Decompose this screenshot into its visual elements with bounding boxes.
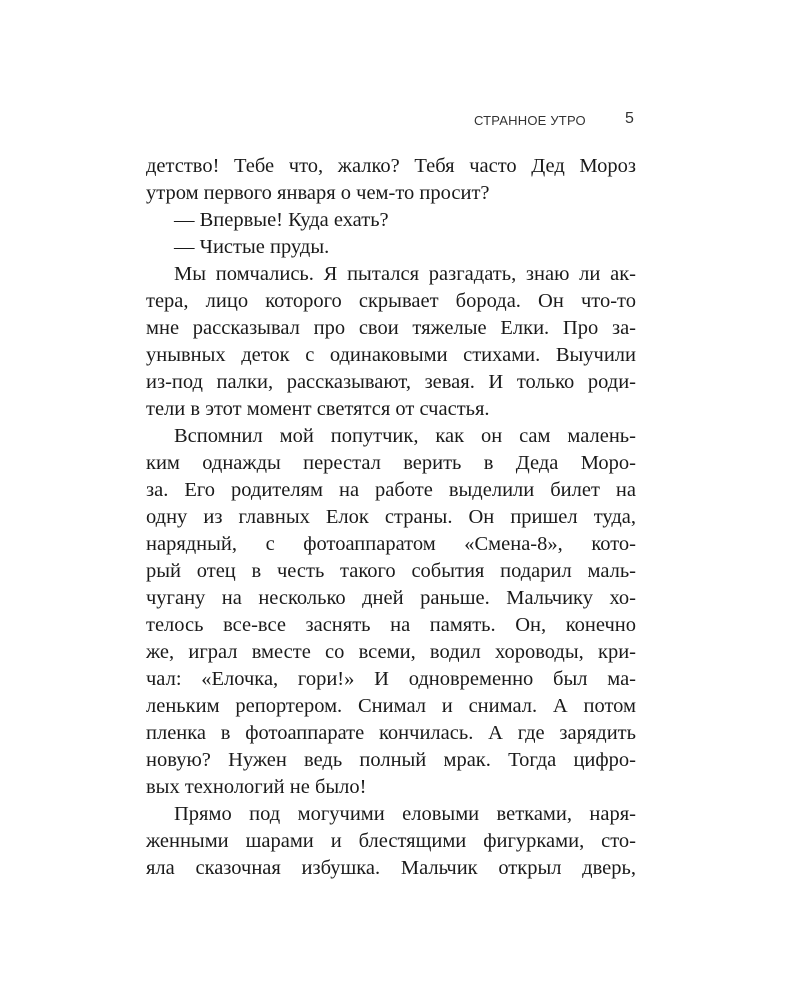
text-line: Вспомнил мой попутчик, как он сам малень- <box>174 425 636 447</box>
text-line: тели в этот момент светятся от счастья. <box>146 398 490 420</box>
text-line: из-под палки, рассказывают, зевая. И только роди- <box>146 371 636 393</box>
text-line: яла сказочная избушка. Мальчик открыл дверь, <box>146 857 636 879</box>
text-line: нарядный, с фотоаппаратом «Смена-8», кото- <box>146 533 636 555</box>
text-line: мне рассказывал про свои тяжелые Елки. Про за- <box>146 317 636 339</box>
text-line: Мы помчались. Я пытался разгадать, знаю ли ак- <box>174 263 636 285</box>
text-line: — Впервые! Куда ехать? <box>174 209 389 231</box>
text-line: одну из главных Елок страны. Он пришел туда, <box>146 506 636 528</box>
text-line: детство! Тебе что, жалко? Тебя часто Дед Мороз <box>146 155 636 177</box>
text-line: чугану на несколько дней раньше. Мальчику хо- <box>146 587 636 609</box>
text-line: рый отец в честь такого события подарил маль- <box>146 560 636 582</box>
text-line: же, играл вместе со всеми, водил хороводы, кри- <box>146 641 636 663</box>
text-line: новую? Нужен ведь полный мрак. Тогда цифро- <box>146 749 636 771</box>
text-line: вых технологий не было! <box>146 776 367 798</box>
text-line: Прямо под могучими еловыми ветками, наря- <box>174 803 636 825</box>
text-line: — Чистые пруды. <box>174 236 330 258</box>
text-line: утром первого января о чем-то просит? <box>146 182 490 204</box>
running-title: СТРАННОЕ УТРО <box>474 113 586 128</box>
text-line: женными шарами и блестящими фигурками, сто- <box>146 830 636 852</box>
page-number: 5 <box>625 110 634 127</box>
text-line: унывных деток с одинаковыми стихами. Выучили <box>146 344 636 366</box>
text-line: телось все-все заснять на память. Он, конечно <box>146 614 636 636</box>
text-line: ким однажды перестал верить в Деда Моро- <box>146 452 636 474</box>
text-line: леньким репортером. Снимал и снимал. А потом <box>146 695 636 717</box>
text-line: за. Его родителям на работе выделили билет на <box>146 479 636 501</box>
body-text <box>146 153 636 882</box>
text-line: пленка в фотоаппарате кончилась. А где зарядить <box>146 722 636 744</box>
text-line: тера, лицо которого скрывает борода. Он что-то <box>146 290 636 312</box>
text-line: чал: «Елочка, гори!» И одновременно был ма- <box>146 668 636 690</box>
